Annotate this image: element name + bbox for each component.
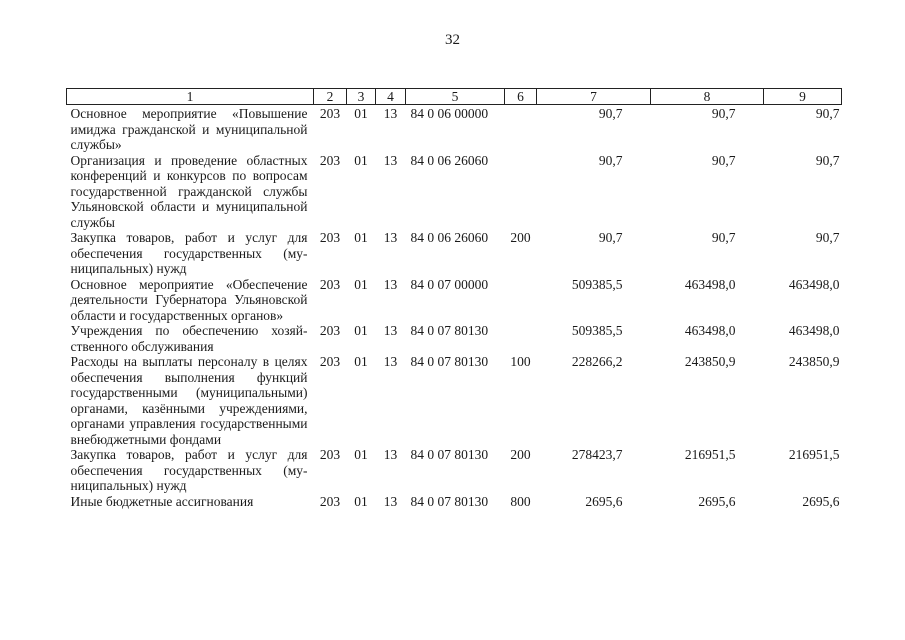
target-article-cell: 84 0 07 80130 bbox=[410, 323, 489, 338]
budget-table bbox=[66, 88, 842, 509]
amount-cell: 2695,6 bbox=[585, 493, 623, 509]
amount-cell: 90,7 bbox=[711, 152, 736, 168]
amount-cell: 216951,5 bbox=[684, 447, 736, 462]
table-row bbox=[67, 354, 842, 447]
amount-cell: 2695,6 bbox=[698, 493, 736, 509]
amount-cell: 463498,0 bbox=[788, 323, 840, 338]
code-cell: 01 bbox=[354, 152, 368, 168]
table-row bbox=[67, 323, 842, 354]
code-cell: 203 bbox=[319, 152, 341, 168]
column-header: 2 bbox=[314, 89, 347, 105]
code-cell: 13 bbox=[383, 493, 398, 509]
expense-type-cell bbox=[505, 153, 537, 231]
expense-name: Закупка товаров, работ и услуг для обеспечения государственных (муниципальных) нужд bbox=[70, 447, 308, 493]
column-header: 8 bbox=[651, 89, 764, 105]
code-cell: 01 bbox=[354, 447, 368, 462]
amount-cell: 90,7 bbox=[711, 106, 736, 121]
amount-cell: 216951,5 bbox=[788, 447, 840, 462]
amount-cell: 90,7 bbox=[815, 152, 840, 168]
header-row bbox=[67, 89, 842, 105]
table-row bbox=[67, 230, 842, 277]
amount-cell: 90,7 bbox=[598, 230, 623, 245]
code-cell: 13 bbox=[383, 230, 398, 245]
column-header: 9 bbox=[764, 89, 842, 105]
code-cell: 203 bbox=[319, 354, 341, 369]
amount-cell: 90,7 bbox=[711, 230, 736, 245]
target-article-cell: 84 0 07 80130 bbox=[410, 447, 489, 462]
expense-type-cell bbox=[505, 323, 537, 354]
table-row bbox=[67, 494, 842, 510]
amount-cell: 90,7 bbox=[598, 106, 623, 121]
expense-type-cell: 100 bbox=[510, 354, 531, 369]
column-header: 1 bbox=[67, 89, 314, 105]
code-cell: 13 bbox=[383, 276, 398, 292]
code-cell: 13 bbox=[383, 106, 398, 121]
code-cell: 203 bbox=[319, 106, 341, 121]
code-cell: 01 bbox=[354, 276, 368, 292]
table-row bbox=[67, 277, 842, 324]
table-row bbox=[67, 153, 842, 231]
amount-cell: 278423,7 bbox=[571, 447, 623, 462]
column-header: 3 bbox=[347, 89, 376, 105]
code-cell: 203 bbox=[319, 447, 341, 462]
amount-cell: 509385,5 bbox=[571, 276, 623, 292]
expense-type-cell: 200 bbox=[510, 447, 531, 462]
expense-type-cell bbox=[505, 277, 537, 324]
page-number: 32 bbox=[445, 32, 460, 48]
code-cell: 203 bbox=[319, 323, 341, 338]
amount-cell: 463498,0 bbox=[788, 276, 840, 292]
column-header: 7 bbox=[537, 89, 651, 105]
code-cell: 13 bbox=[383, 354, 398, 369]
table-row bbox=[67, 447, 842, 494]
expense-type-cell: 800 bbox=[510, 493, 531, 509]
column-header: 6 bbox=[505, 89, 537, 105]
code-cell: 203 bbox=[319, 230, 341, 245]
amount-cell: 90,7 bbox=[815, 230, 840, 245]
code-cell: 01 bbox=[354, 493, 368, 509]
expense-name: Основное мероприятие «Обеспечение деятельности Губернатора Ульяновской области и государственных органов» bbox=[70, 276, 308, 323]
code-cell: 01 bbox=[354, 230, 368, 245]
target-article-cell: 84 0 07 00000 bbox=[410, 276, 489, 292]
code-cell: 13 bbox=[383, 447, 398, 462]
amount-cell: 228266,2 bbox=[571, 354, 623, 369]
target-article-cell: 84 0 06 26060 bbox=[410, 230, 489, 245]
code-cell: 203 bbox=[319, 276, 341, 292]
expense-name: Расходы на выплаты персоналу в целях обеспечения выполнения функций государственными (муниципальными) органами, казёнными учреждениями, органами управления государственными внебюджетными фондами bbox=[70, 354, 308, 447]
amount-cell: 2695,6 bbox=[802, 493, 840, 509]
code-cell: 13 bbox=[383, 152, 398, 168]
expense-type-cell bbox=[505, 105, 537, 153]
column-header: 4 bbox=[376, 89, 406, 105]
target-article-cell: 84 0 07 80130 bbox=[410, 493, 489, 509]
expense-name: Учреждения по обеспечению хозяйственного обслуживания bbox=[70, 323, 308, 354]
expense-name: Закупка товаров, работ и услуг для обеспечения государственных (муниципальных) нужд bbox=[70, 230, 308, 276]
code-cell: 203 bbox=[319, 493, 341, 509]
amount-cell: 509385,5 bbox=[571, 323, 623, 338]
expense-name: Иные бюджетные ассигнования bbox=[70, 493, 254, 509]
target-article-cell: 84 0 07 80130 bbox=[410, 354, 489, 369]
code-cell: 13 bbox=[383, 323, 398, 338]
amount-cell: 463498,0 bbox=[684, 276, 736, 292]
code-cell: 01 bbox=[354, 354, 368, 369]
expense-name: Организация и проведение областных конференций и конкурсов по вопросам государственной гражданской службы Ульяновской области и муниципальной службы bbox=[70, 152, 308, 230]
amount-cell: 243850,9 bbox=[788, 354, 840, 369]
amount-cell: 463498,0 bbox=[684, 323, 736, 338]
code-cell: 01 bbox=[354, 106, 368, 121]
column-header: 5 bbox=[406, 89, 505, 105]
expense-type-cell: 200 bbox=[510, 230, 531, 245]
amount-cell: 243850,9 bbox=[684, 354, 736, 369]
target-article-cell: 84 0 06 26060 bbox=[410, 152, 489, 168]
table-row bbox=[67, 105, 842, 153]
code-cell: 01 bbox=[354, 323, 368, 338]
expense-name: Основное мероприятие «Повышение имиджа гражданской и муниципальной службы» bbox=[70, 106, 308, 152]
amount-cell: 90,7 bbox=[815, 106, 840, 121]
amount-cell: 90,7 bbox=[598, 152, 623, 168]
target-article-cell: 84 0 06 00000 bbox=[410, 106, 489, 121]
